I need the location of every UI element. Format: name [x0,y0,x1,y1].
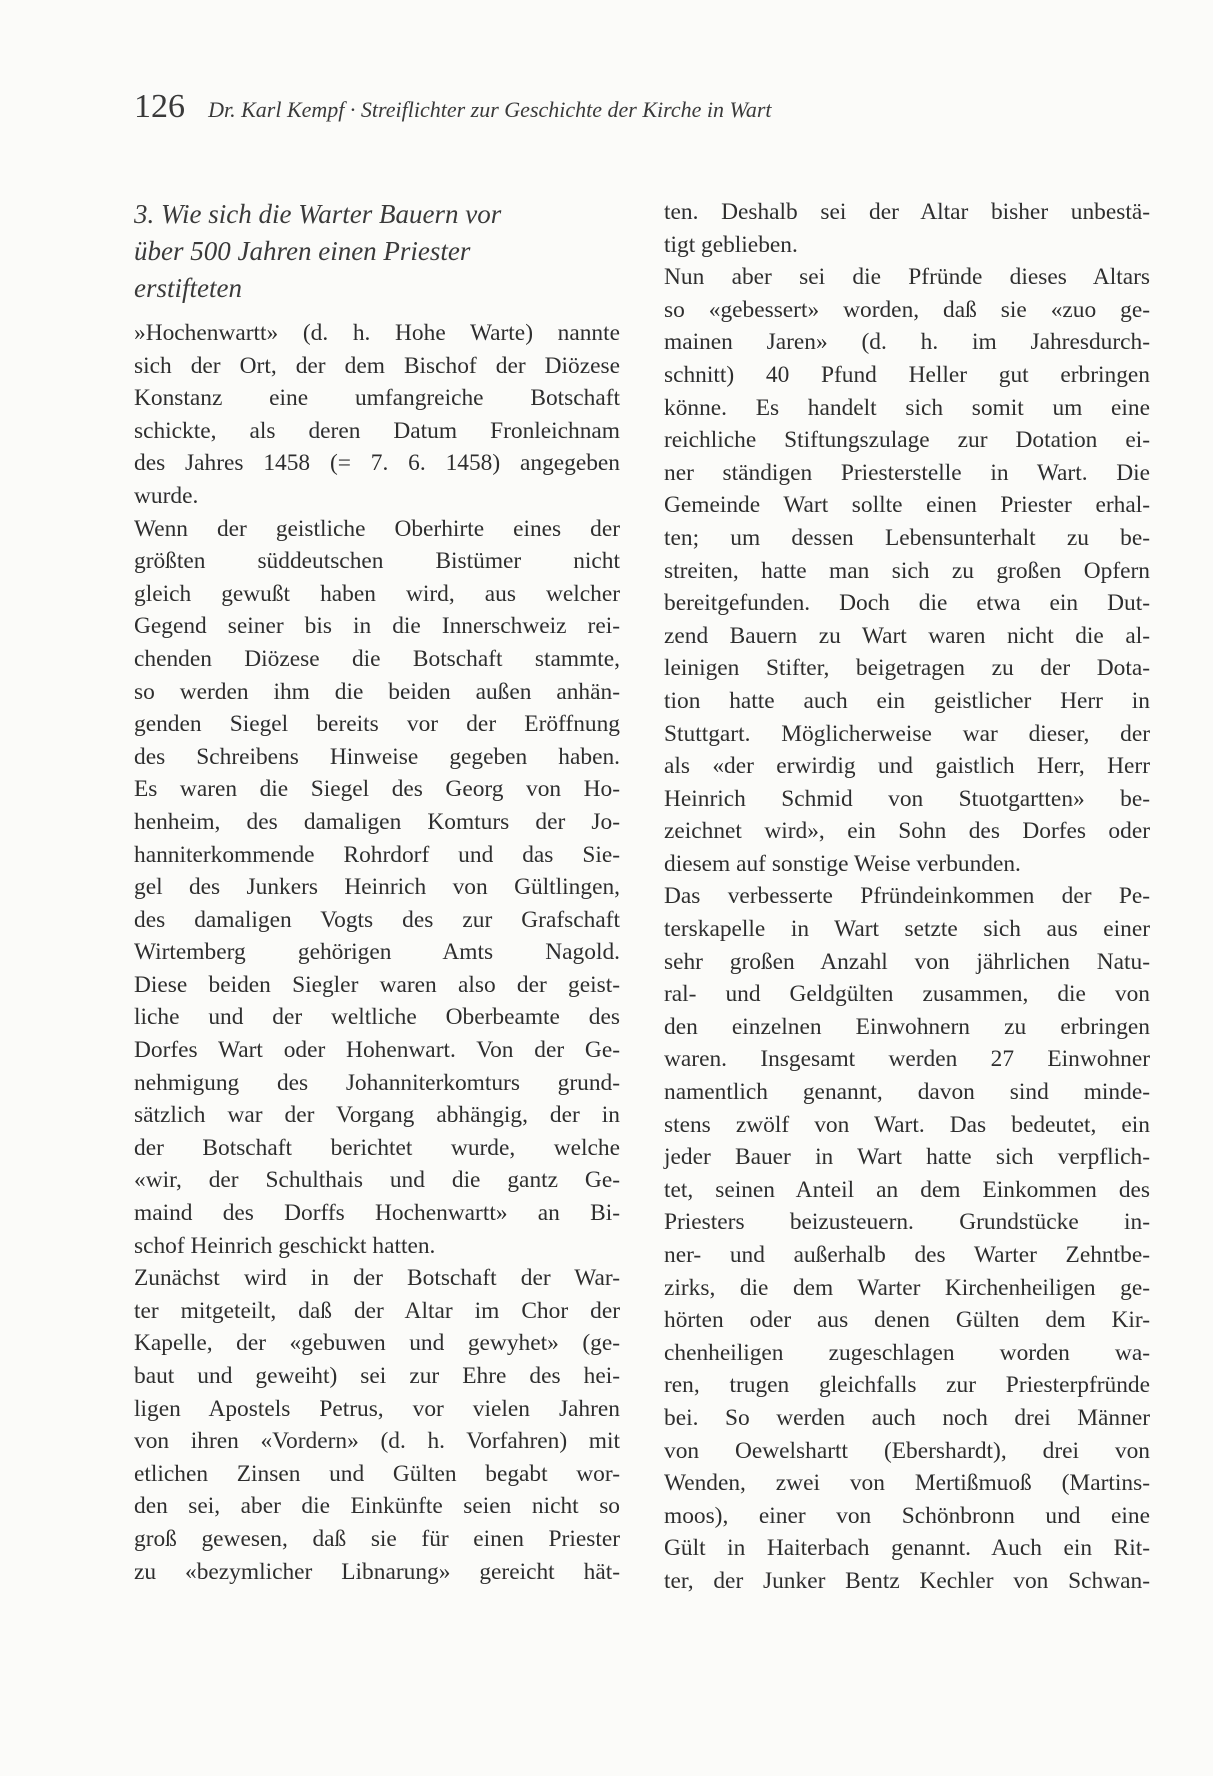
text-line: so werden ihm die beiden außen anhän- [134,678,620,705]
text-line: Zunächst wird in der Botschaft der War- [134,1265,620,1292]
text-line: tigt geblieben. [664,231,798,258]
section-heading-line: über 500 Jahren einen Priester [134,236,471,266]
text-line: als «der erwirdig und gaistlich Herr, Herr [664,753,1150,780]
text-line: Gült in Haiterbach genannt. Auch ein Rit- [664,1535,1150,1562]
text-line: moos), einer von Schönbronn und eine [664,1502,1150,1529]
section-heading-line: 3. Wie sich die Warter Bauern vor [134,199,502,229]
text-line: stens zwölf von Wart. Das bedeutet, ein [664,1111,1150,1138]
text-line: gel des Junkers Heinrich von Gültlingen, [134,874,620,901]
left-column [134,196,620,1588]
text-line: Nun aber sei die Pfründe dieses Altars [664,264,1150,291]
text-line: der Botschaft berichtet wurde, welche [134,1134,620,1161]
text-line: bereitgefunden. Doch die etwa ein Dut- [664,590,1150,617]
text-line: des Schreibens Hinweise gegeben haben. [134,743,620,770]
text-line: mainen Jaren» (d. h. im Jahresdurch- [664,329,1150,356]
text-line: waren. Insgesamt werden 27 Einwohner [664,1046,1150,1073]
text-line: baut und geweiht) sei zur Ehre des hei- [134,1363,620,1389]
text-line: Gemeinde Wart sollte einen Priester erhal- [664,492,1150,519]
text-line: des Jahres 1458 (= 7. 6. 1458) angegeben [134,450,620,477]
right-column [664,196,1150,1598]
text-line: von ihren «Vordern» (d. h. Vorfahren) mit [134,1428,620,1455]
running-head: Dr. Karl Kempf · Streiflichter zur Geschichte der Kirche in Wart [208,97,772,122]
text-line: sätzlich war der Vorgang abhängig, der in [134,1102,620,1129]
text-line: genden Siegel bereits vor der Eröffnung [134,711,620,738]
text-line: sehr großen Anzahl von jährlichen Natu- [664,948,1150,975]
text-line: chenheiligen zugeschlagen worden wa- [664,1339,1150,1366]
text-line: Priesters beizusteuern. Grundstücke in- [664,1209,1150,1236]
text-line: zend Bauern zu Wart waren nicht die al- [664,622,1150,649]
text-line: maind des Dorffs Hochenwartt» an Bi- [134,1200,620,1227]
text-line: schnitt) 40 Pfund Heller gut erbringen [664,361,1150,388]
text-line: schickte, als deren Datum Fronleichnam [134,417,620,444]
text-line: den einzelnen Einwohnern zu erbringen [664,1013,1150,1040]
text-line: terskapelle in Wart setzte sich aus einer [664,916,1150,943]
text-line: Kapelle, der «gebuwen und gewyhet» (ge- [134,1330,620,1357]
text-line: streiten, hatte man sich zu großen Opfern [664,557,1150,584]
text-line: schof Heinrich geschickt hatten. [134,1232,436,1259]
text-line: henheim, des damaligen Komturs der Jo- [134,808,620,835]
section-heading [134,196,620,307]
text-line: ner ständigen Priesterstelle in Wart. Die [664,459,1150,486]
text-line: Konstanz eine umfangreiche Botschaft [134,385,620,412]
text-line: hanniterkommende Rohrdorf und das Sie- [134,841,620,868]
text-line: ten. Deshalb sei der Altar bisher unbestä- [664,199,1150,225]
text-line: zirks, die dem Warter Kirchenheiligen ge- [664,1274,1150,1301]
text-line: Diese beiden Siegler waren also der geist- [134,971,620,998]
text-line: nehmigung des Johanniterkomturs grund- [134,1069,620,1096]
text-line: von Oewelshartt (Ebershardt), drei von [664,1437,1150,1464]
text-line: Es waren die Siegel des Georg von Ho- [134,776,620,803]
text-line: ner- und außerhalb des Warter Zehntbe- [664,1242,1150,1268]
text-line: hörten oder aus denen Gülten dem Kir- [664,1307,1150,1334]
text-line: tet, seinen Anteil an dem Einkommen des [664,1176,1150,1203]
text-line: liche und der weltliche Oberbeamte des [134,1004,620,1031]
left-column-text [134,317,620,1588]
text-line: ligen Apostels Petrus, vor vielen Jahren [134,1395,620,1422]
text-line: Wenden, zwei von Mertißmuoß (Martins- [664,1470,1150,1497]
text-line: Heinrich Schmid von Stuotgartten» be- [664,785,1150,812]
text-line: so «gebessert» worden, daß sie «zuo ge- [664,296,1150,323]
text-line: des damaligen Vogts des zur Grafschaft [134,906,620,933]
text-line: diesem auf sonstige Weise verbunden. [664,850,1021,877]
section-heading-line: erstifteten [134,273,242,303]
text-line: reichliche Stiftungszulage zur Dotation ei- [664,427,1150,454]
text-line: ren, trugen gleichfalls zur Priesterpfründe [664,1372,1150,1399]
text-line: Gegend seiner bis in die Innerschweiz rei- [134,613,620,640]
text-line: ter, der Junker Bentz Kechler von Schwan- [664,1567,1150,1594]
text-line: namentlich genannt, davon sind minde- [664,1079,1150,1106]
text-line: ter mitgeteilt, daß der Altar im Chor der [134,1297,620,1324]
text-line: sich der Ort, der dem Bischof der Diözese [134,352,620,379]
text-line: groß gewesen, daß sie für einen Priester [134,1525,620,1552]
text-line: den sei, aber die Einkünfte seien nicht so [134,1493,620,1520]
text-line: leinigen Stifter, beigetragen zu der Dota- [664,655,1150,682]
text-line: größten süddeutschen Bistümer nicht [134,548,620,575]
text-line: Wenn der geistliche Oberhirte eines der [134,515,620,542]
text-line: etlichen Zinsen und Gülten begabt wor- [134,1460,620,1487]
text-line: chenden Diözese die Botschaft stammte, [134,645,620,672]
text-line: zu «bezymlicher Libnarung» gereicht hät- [134,1558,620,1585]
text-line: Das verbesserte Pfründeinkommen der Pe- [664,883,1150,910]
text-line: gleich gewußt haben wird, aus welcher [134,580,620,607]
text-line: »Hochenwartt» (d. h. Hohe Warte) nannte [134,320,620,346]
text-line: bei. So werden auch noch drei Männer [664,1404,1150,1431]
text-line: tion hatte auch ein geistlicher Herr in [664,687,1150,714]
page-number: 126 [134,88,185,125]
text-line: jeder Bauer in Wart hatte sich verpflich- [664,1144,1150,1171]
text-line: «wir, der Schulthais und die gantz Ge- [134,1167,620,1194]
page-header [134,88,1134,126]
text-line: zeichnet wird», ein Sohn des Dorfes oder [664,818,1150,845]
text-line: ral- und Geldgülten zusammen, die von [664,981,1150,1008]
text-line: Stuttgart. Möglicherweise war dieser, der [664,720,1150,747]
text-line: Wirtemberg gehörigen Amts Nagold. [134,939,620,966]
text-line: wurde. [134,482,199,509]
text-line: Dorfes Wart oder Hohenwart. Von der Ge- [134,1037,620,1064]
text-line: könne. Es handelt sich somit um eine [664,394,1150,421]
text-line: ten; um dessen Lebensunterhalt zu be- [664,524,1150,551]
right-column-text [664,196,1150,1598]
